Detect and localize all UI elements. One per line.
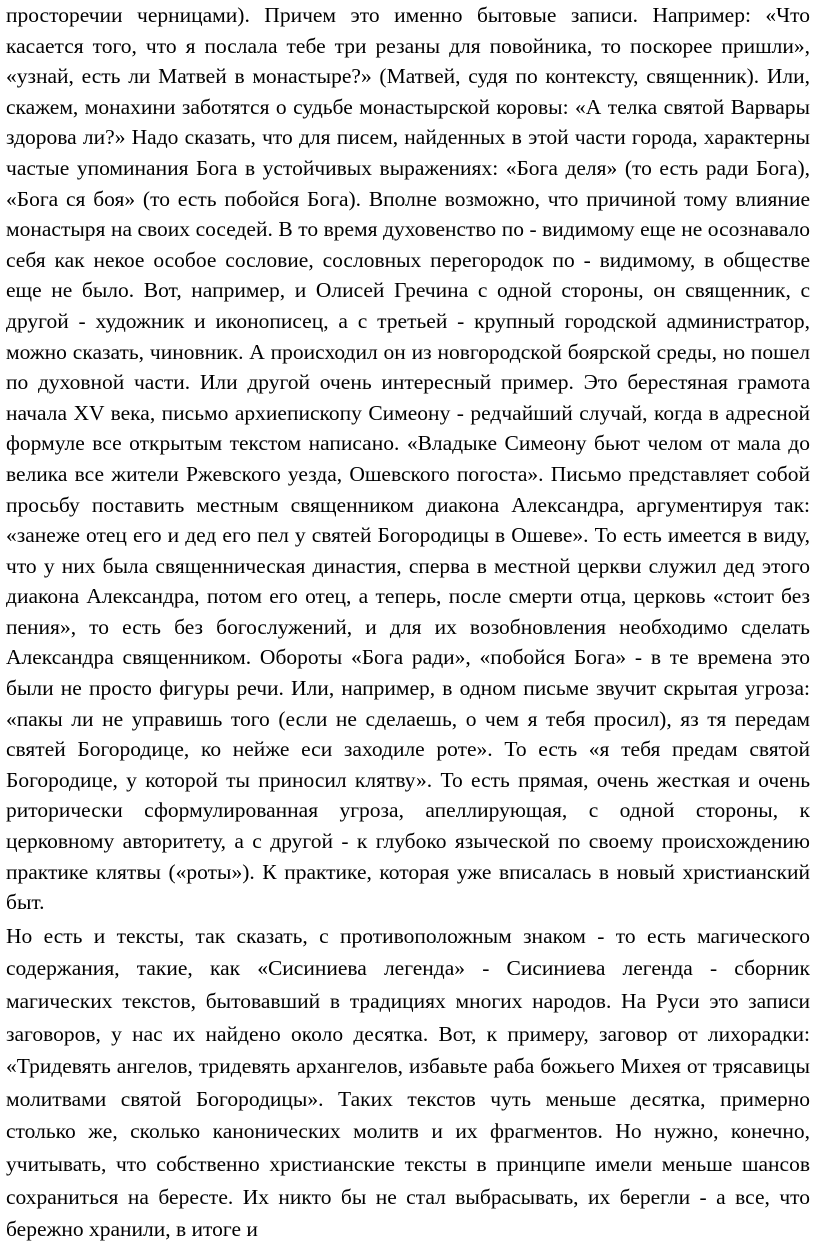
paragraph-1: просторечии черницами). Причем это именно бытовые записи. Например: «Что касается того, что я послала тебе три резаны для повойника, то поскорее пришли», «узнай, есть ли Матвей в монастыре?» (Матвей, судя по контексту, священник). Или, скажем, монахини заботятся о судьбе монастырской коровы: «А телка святой Варвары здорова ли?» Надо сказать, что для писем, найденных в этой части города, характерны частые упоминания Бога в устойчивых выражениях: «Бога деля» (то есть ради Бога), «Бога ся боя» (то есть побойся Бога). Вполне возможно, что причиной тому влияние монастыря на своих соседей. В то время духовенство по - видимому еще не осознавало себя как некое особое сословие, сословных перегородок по - видимому, в обществе еще не было. Вот, например, и Олисей Гречина с одной стороны, он священник, с другой - художник и иконописец, а с третьей - крупный городской администратор, можно сказать, чиновник. А происходил он из новгородской боярской среды, но пошел по духовной части. Или другой очень интересный пример. Это берестяная грамота начала XV века, письмо архиепископу Симеону - редчайший случай, когда в адресной формуле все открытым текстом написано. «Владыке Симеону бьют челом от мала до велика все жители Ржевского уезда, Ошевского погоста». Письмо представляет собой просьбу поставить местным священником диакона Александра, аргументируя так: «занеже отец его и дед его пел у святей Богородицы в Ошеве». То есть имеется в виду, что у них была священническая династия, сперва в местной церкви служил дед этого диакона Александра, потом его отец, а теперь, после смерти отца, церковь «стоит без пения», то есть без богослужений, и для их возобновления необходимо сделать Александра священником. Обороты «Бога ради», «побойся Бога» - в те времена это были не просто фигуры речи. Или, например, в одном письме звучит скрытая угроза: «пакы ли не управишь того (если не сделаешь, о чем я тебя просил), яз тя передам святей Богородице, ко нейже еси заходиле роте». То есть «я тебя предам святой Богородице, у которой ты приносил клятву». То есть прямая, очень жесткая и очень риторически сформулированная угроза, апеллирующая, с одной стороны, к церковному авторитету, а с другой - к глубоко языческой по своему происхождению практике клятвы («роты»). К практике, которая уже вписалась в новый христианский быт. bbox=[6, 3, 810, 915]
paragraph-2: Но есть и тексты, так сказать, с противоположным знаком - то есть магического содержания, такие, как «Сисиниева легенда» - Сисиниева легенда - сборник магических текстов, бытовавший в традициях многих народов. На Руси это записи заговоров, у нас их найдено около десятка. Вот, к примеру, заговор от лихорадки: «Тридевять ангелов, тридевять архангелов, избавьте раба божьего Михея от трясавицы молитвами святой Богородицы». Таких текстов чуть меньше десятка, примерно столько же, сколько канонических молитв и их фрагментов. Но нужно, конечно, учитывать, что собственно христианские тексты в принципе имели меньше шансов сохраниться на бересте. Их никто бы не стал выбрасывать, их берегли - а все, что бережно хранили, в итоге и bbox=[6, 923, 810, 1242]
